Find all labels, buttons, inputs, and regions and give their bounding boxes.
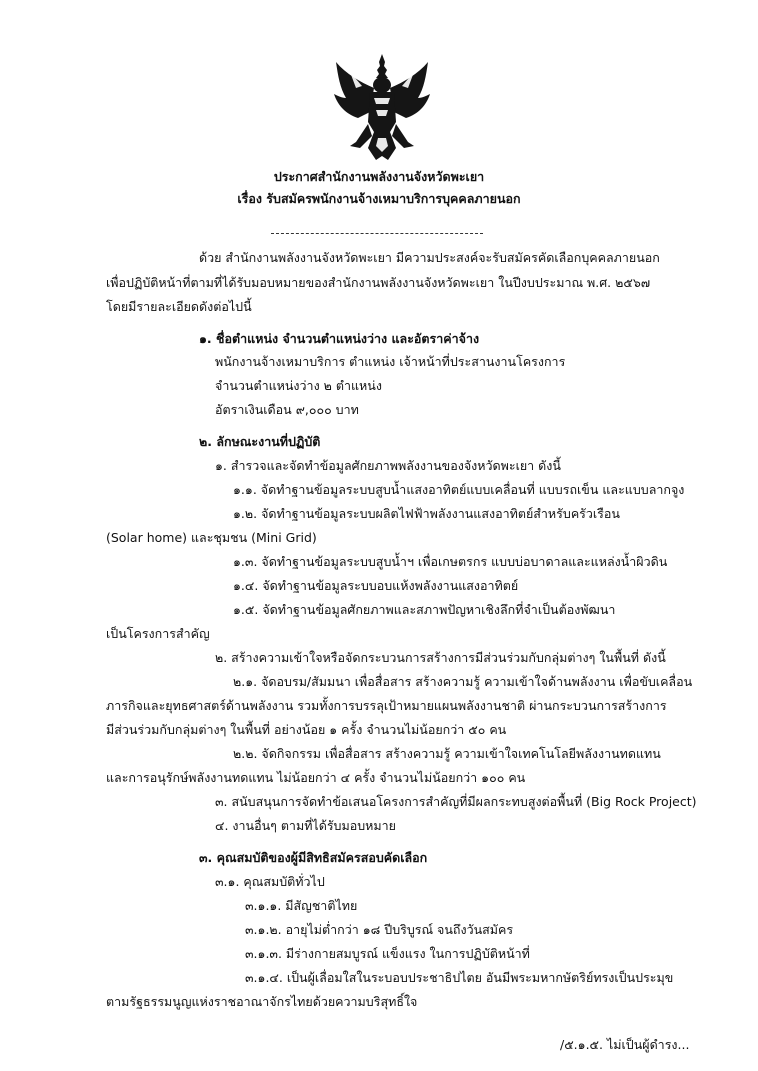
duty-1-4: ๑.๔. จัดทำฐานข้อมูลระบบอบแห้งพลังงานแสงอาทิตย์ <box>233 578 519 593</box>
duty-1-1: ๑.๑. จัดทำฐานข้อมูลระบบสูบน้ำแสงอาทิตย์แบบเคลื่อนที่ แบบรถเข็น และแบบลากจูง <box>233 482 685 497</box>
intro-line-1: ด้วย สำนักงานพลังงานจังหวัดพะเยา มีความประสงค์จะรับสมัครคัดเลือกบุคคลภายนอก <box>199 250 660 265</box>
duty-2: ๒. สร้างความเข้าใจหรือจัดกระบวนการสร้างการมีส่วนร่วมกับกลุ่มต่างๆ ในพื้นที่ ดังนี้ <box>215 650 666 665</box>
duty-1: ๑. สำรวจและจัดทำข้อมูลศักยภาพพลังงานของจังหวัดพะเยา ดังนี้ <box>215 458 561 473</box>
intro-line-2: เพื่อปฏิบัติหน้าที่ตามที่ได้รับมอบหมายของสำนักงานพลังงานจังหวัดพะเยา ในปีงบประมาณ พ.ศ. ๒๕๖๗ <box>106 275 651 290</box>
duty-2-1-cont-1: ภารกิจและยุทธศาสตร์ด้านพลังงาน รวมทั้งการบรรลุเป้าหมายแผนพลังงานชาติ ผ่านกระบวนการสร้างการ <box>106 698 667 713</box>
qualification-3: ๓.๑.๓. มีร่างกายสมบูรณ์ แข็งแรง ในการปฏิบัติหน้าที่ <box>245 946 530 961</box>
duty-3: ๓. สนับสนุนการจัดทำข้อเสนอโครงการสำคัญที่มีผลกระทบสูงต่อพื้นที่ (Big Rock Project) <box>215 794 697 809</box>
duty-2-2-cont: และการอนุรักษ์พลังงานทดแทน ไม่น้อยกว่า ๔ ครั้ง จำนวนไม่น้อยกว่า ๑๐๐ คน <box>106 770 526 785</box>
intro-line-3: โดยมีรายละเอียดดังต่อไปนี้ <box>106 299 252 314</box>
duty-2-2: ๒.๒. จัดกิจกรรม เพื่อสื่อสาร สร้างความรู้ ความเข้าใจเทคโนโลยีพลังงานทดแทน <box>233 746 661 761</box>
announcement-subject: เรื่อง รับสมัครพนักงานจ้างเหมาบริการบุคคลภายนอก <box>237 191 521 206</box>
salary-rate: อัตราเงินเดือน ๙,๐๐๐ บาท <box>215 402 359 417</box>
duty-1-5-cont: เป็นโครงการสำคัญ <box>106 626 210 641</box>
continuation-note: /๕.๑.๕. ไม่เป็นผู้ดำรง... <box>560 1037 690 1052</box>
qualification-4-cont: ตามรัฐธรรมนูญแห่งราชอาณาจักรไทยด้วยความบริสุทธิ์ใจ <box>106 994 418 1009</box>
section-3-heading: ๓. คุณสมบัติของผู้มีสิทธิสมัครสอบคัดเลือก <box>199 850 428 865</box>
section-2-heading: ๒. ลักษณะงานที่ปฏิบัติ <box>199 434 321 449</box>
qualification-4: ๓.๑.๔. เป็นผู้เลื่อมใสในระบอบประชาธิปไตย อันมีพระมหากษัตริย์ทรงเป็นประมุข <box>245 970 674 985</box>
duty-2-1-cont-2: มีส่วนร่วมกับกลุ่มต่างๆ ในพื้นที่ อย่างน้อย ๑ ครั้ง จำนวนไม่น้อยกว่า ๕๐ คน <box>106 722 507 737</box>
title-divider <box>271 233 483 234</box>
duty-1-2: ๑.๒. จัดทำฐานข้อมูลระบบผลิตไฟฟ้าพลังงานแสงอาทิตย์สำหรับครัวเรือน <box>233 506 620 521</box>
position-title: พนักงานจ้างเหมาบริการ ตำแหน่ง เจ้าหน้าที่ประสานงานโครงการ <box>215 354 566 369</box>
general-qualifications: ๓.๑. คุณสมบัติทั่วไป <box>215 874 325 889</box>
duty-1-3: ๑.๓. จัดทำฐานข้อมูลระบบสูบน้ำฯ เพื่อเกษตรกร แบบบ่อบาดาลและแหล่งน้ำผิวดิน <box>233 554 668 569</box>
duty-4: ๔. งานอื่นๆ ตามที่ได้รับมอบหมาย <box>215 818 396 833</box>
garuda-emblem <box>330 52 434 164</box>
qualification-2: ๓.๑.๒. อายุไม่ต่ำกว่า ๑๘ ปีบริบูรณ์ จนถึงวันสมัคร <box>245 922 514 937</box>
duty-2-1: ๒.๑. จัดอบรม/สัมมนา เพื่อสื่อสาร สร้างความรู้ ความเข้าใจด้านพลังงาน เพื่อขับเคลื่อน <box>233 674 693 689</box>
duty-1-2-cont: (Solar home) และชุมชน (Mini Grid) <box>106 530 317 545</box>
qualification-1: ๓.๑.๑. มีสัญชาติไทย <box>245 898 358 913</box>
vacancy-count: จำนวนตำแหน่งว่าง ๒ ตำแหน่ง <box>215 378 382 393</box>
duty-1-5: ๑.๕. จัดทำฐานข้อมูลศักยภาพและสภาพปัญหาเชิงลึกที่จำเป็นต้องพัฒนา <box>233 602 616 617</box>
announcement-title: ประกาศสำนักงานพลังงานจังหวัดพะเยา <box>273 169 485 184</box>
section-1-heading: ๑. ชื่อตำแหน่ง จำนวนตำแหน่งว่าง และอัตราค่าจ้าง <box>199 331 480 346</box>
